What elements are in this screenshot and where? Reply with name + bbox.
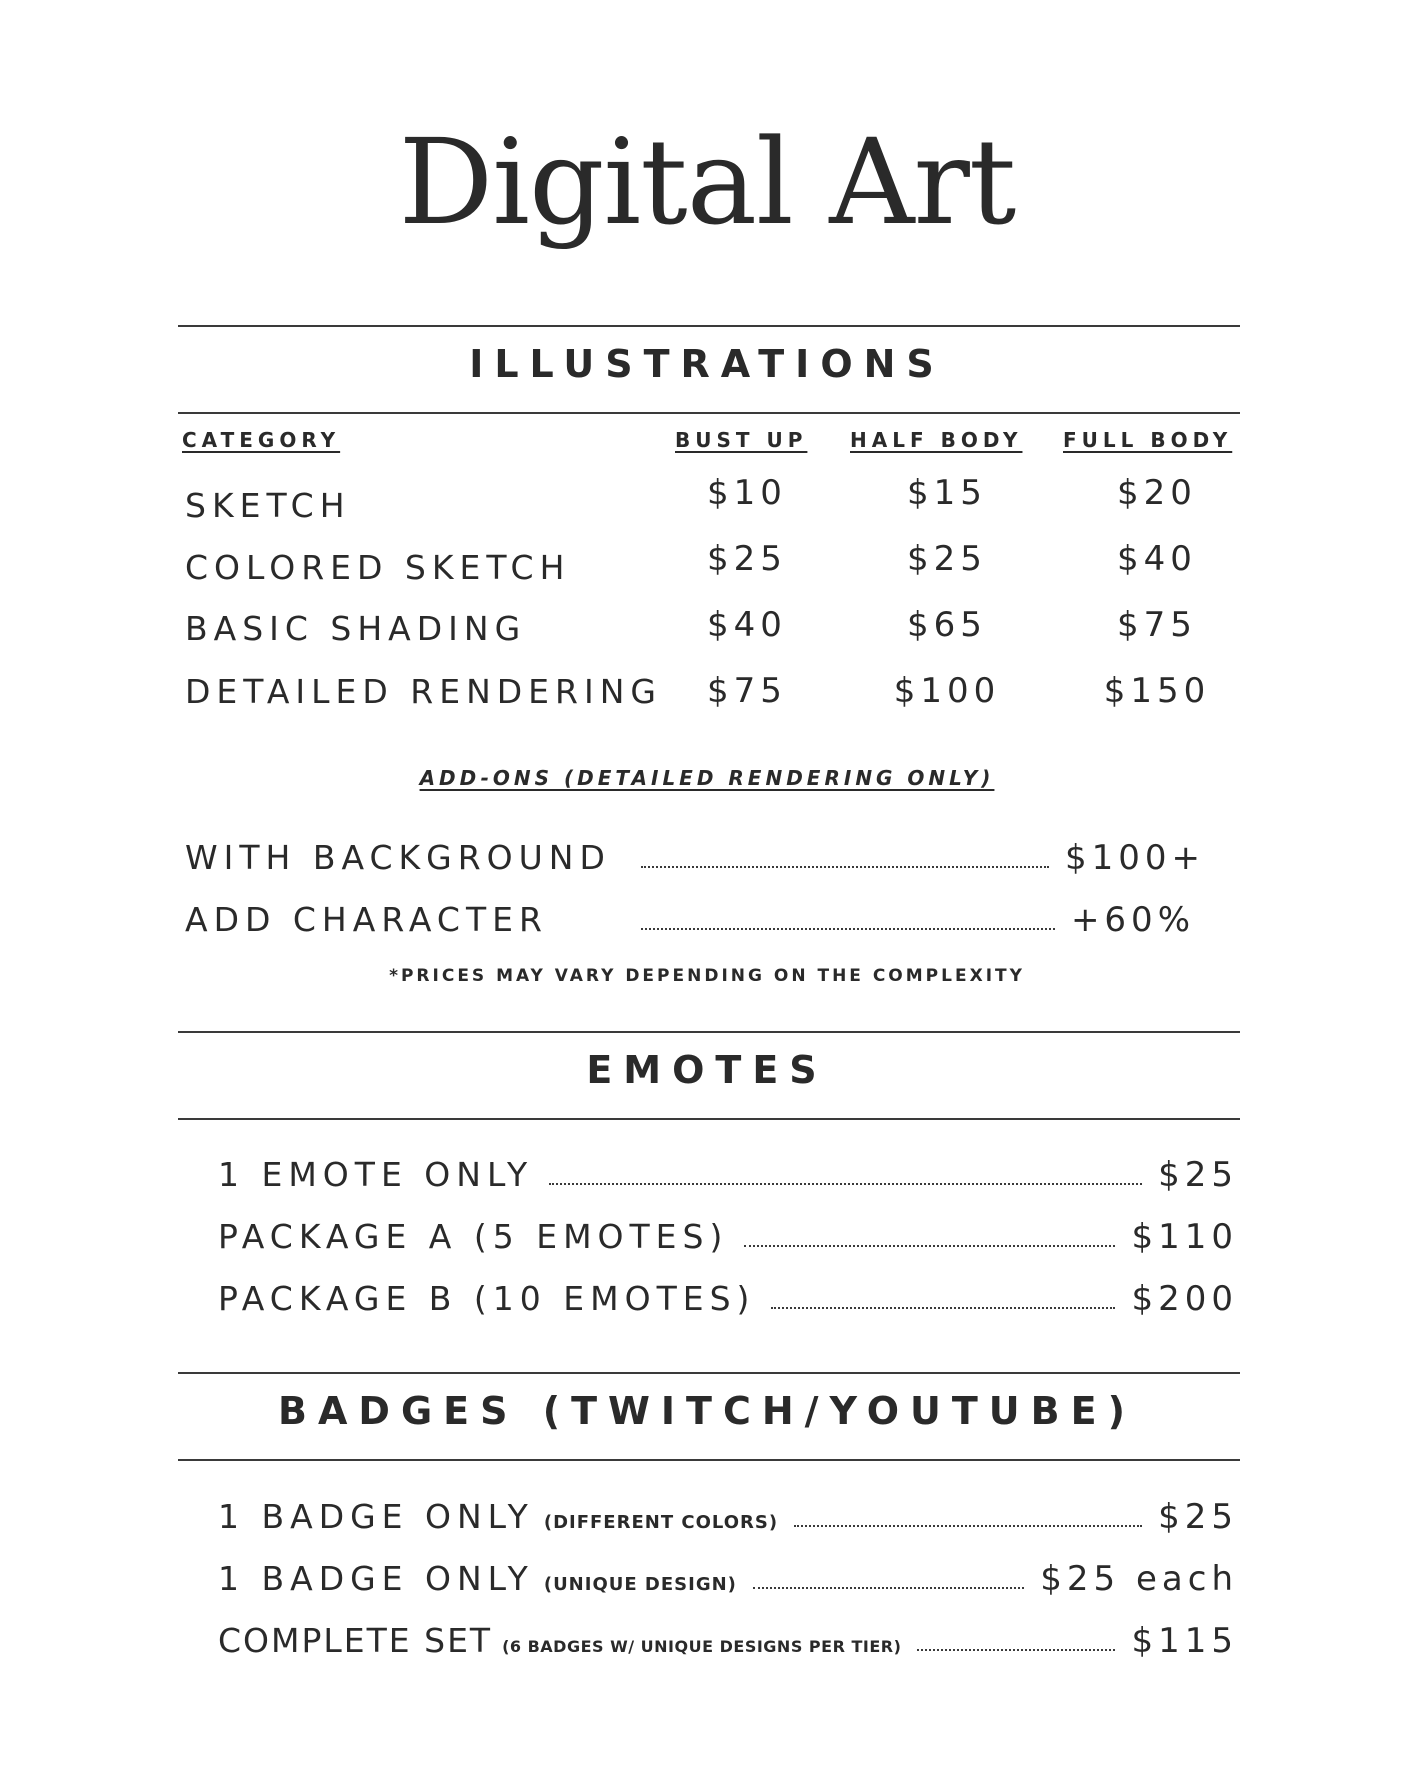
list-item: [218, 1155, 1238, 1195]
pricing-note: *PRICES MAY VARY DEPENDING ON THE COMPLEXITY: [389, 966, 1025, 986]
page-title: Digital Art: [398, 113, 1016, 251]
addons-heading: ADD-ONS (DETAILED RENDERING ONLY): [419, 766, 995, 790]
dot-leader: [753, 1587, 1024, 1589]
badge-label: 1 BADGE ONLY: [218, 1559, 534, 1598]
section-heading-badges: BADGES (TWITCH/YOUTUBE): [278, 1389, 1136, 1433]
divider: [178, 325, 1240, 327]
badge-price: $25: [1158, 1497, 1238, 1537]
badge-price: $25 each: [1040, 1559, 1238, 1599]
dot-leader: [744, 1245, 1115, 1247]
list-item: [218, 1497, 1238, 1537]
price-cell: $150: [1103, 671, 1211, 711]
price-cell: $25: [707, 539, 787, 579]
price-cell: $10: [707, 473, 787, 513]
column-header-category: CATEGORY: [182, 428, 341, 452]
row-label-sketch: SKETCH: [185, 486, 351, 525]
badge-label: COMPLETE SET: [218, 1621, 493, 1660]
price-cell: $40: [707, 605, 787, 645]
addon-price: $100+: [1064, 838, 1205, 878]
row-label-basic-shading: BASIC SHADING: [185, 609, 527, 648]
price-cell: $25: [907, 539, 987, 579]
section-heading-illustrations: ILLUSTRATIONS: [469, 342, 945, 386]
addon-price: +60%: [1070, 900, 1195, 940]
divider: [178, 412, 1240, 414]
list-item: [218, 1279, 1238, 1319]
addon-label: ADD CHARACTER: [185, 900, 548, 939]
badge-detail: (DIFFERENT COLORS): [543, 1512, 779, 1533]
dot-leader: [794, 1525, 1142, 1527]
price-cell: $40: [1117, 539, 1197, 579]
section-heading-emotes: EMOTES: [586, 1048, 828, 1092]
dot-leader: [641, 866, 1049, 868]
list-item: [218, 1559, 1238, 1599]
emote-label: PACKAGE B (10 EMOTES): [218, 1279, 756, 1318]
badge-detail: (6 BADGES W/ UNIQUE DESIGNS PER TIER): [502, 1637, 902, 1656]
emote-label: 1 EMOTE ONLY: [218, 1155, 534, 1194]
badge-price: $115: [1131, 1621, 1238, 1661]
list-item: [218, 1217, 1238, 1257]
column-header-full-body: FULL BODY: [1063, 428, 1233, 452]
dot-leader: [641, 928, 1055, 930]
divider: [178, 1459, 1240, 1461]
column-header-half-body: HALF BODY: [850, 428, 1023, 452]
list-item: [218, 1621, 1238, 1661]
price-cell: $65: [907, 605, 987, 645]
divider: [178, 1031, 1240, 1033]
price-cell: $100: [893, 671, 1001, 711]
dot-leader: [549, 1183, 1142, 1185]
price-cell: $20: [1117, 473, 1197, 513]
price-cell: $75: [1117, 605, 1197, 645]
dot-leader: [771, 1307, 1115, 1309]
row-label-detailed-rendering: DETAILED RENDERING: [185, 672, 662, 711]
addon-label: WITH BACKGROUND: [185, 838, 611, 877]
emote-price: $200: [1131, 1279, 1238, 1319]
list-item: [185, 838, 1205, 878]
column-header-bust-up: BUST UP: [675, 428, 808, 452]
row-label-colored-sketch: COLORED SKETCH: [185, 548, 571, 587]
price-cell: $15: [907, 473, 987, 513]
badge-detail: (UNIQUE DESIGN): [543, 1574, 737, 1595]
price-cell: $75: [707, 671, 787, 711]
dot-leader: [917, 1649, 1115, 1651]
divider: [178, 1372, 1240, 1374]
emote-price: $110: [1131, 1217, 1238, 1257]
emote-label: PACKAGE A (5 EMOTES): [218, 1217, 729, 1256]
divider: [178, 1118, 1240, 1120]
badge-label: 1 BADGE ONLY: [218, 1497, 534, 1536]
list-item: [185, 900, 1195, 940]
emote-price: $25: [1158, 1155, 1238, 1195]
